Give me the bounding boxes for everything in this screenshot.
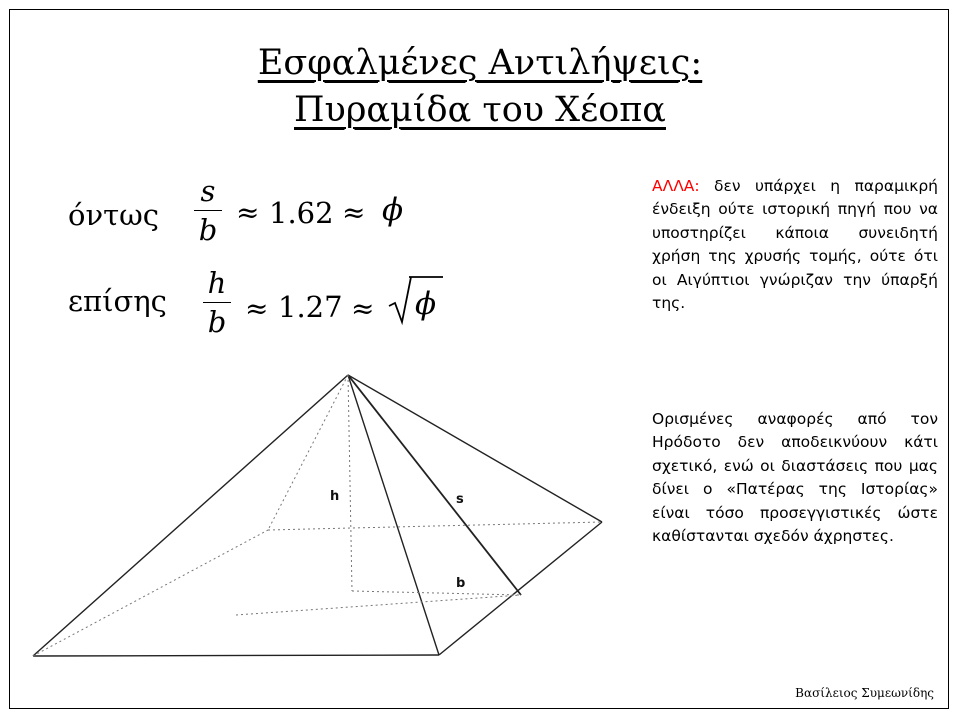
fraction-numerator-h: h (207, 266, 227, 300)
author-credit: Βασίλειος Συμεωνίδης (795, 686, 934, 700)
phi-symbol: ϕ (415, 286, 437, 322)
value-1-62: 1.62 (269, 196, 334, 230)
base-diagonal (236, 595, 521, 615)
paragraph-1-body: δεν υπάρχει η παραμικρή ένδειξη ούτε ιστορική πηγή που να υποστηρίζει κάποια συνειδητή χρήση της χρυσής τομής, ούτε ότι οι Αιγύπτιοι γνώριζαν την ύπαρξή της. (652, 177, 938, 313)
hidden-base-back (268, 522, 602, 530)
fraction-bar (194, 210, 222, 211)
label-h: h (330, 489, 340, 504)
slant-height-line (348, 375, 521, 595)
fraction-denominator-b: b (207, 305, 227, 339)
label-b: b (456, 576, 466, 591)
paragraph-1 (652, 175, 938, 315)
fraction-denominator-b: b (198, 213, 218, 247)
slide-title (10, 40, 950, 134)
sqrt-overline (409, 276, 443, 280)
hidden-base-left (33, 530, 268, 656)
pyramid-edge-front (348, 375, 439, 655)
height-line (348, 375, 352, 591)
formula-word-episis: επίσης (68, 284, 167, 318)
phi-symbol: ϕ (382, 192, 404, 228)
pyramid-diagram (30, 355, 630, 690)
pyramid-edge-left (33, 375, 348, 656)
fraction-h-over-b (197, 266, 237, 339)
hidden-edge-back (268, 375, 348, 530)
label-s: s (456, 492, 464, 507)
half-base-line (352, 591, 521, 595)
approx-symbol: ≈ (236, 196, 260, 229)
approx-symbol: ≈ (351, 292, 375, 325)
pyramid-edge-right (348, 375, 602, 522)
fraction-bar (203, 302, 231, 303)
formula-word-ontos: όντως (68, 198, 160, 232)
value-1-27: 1.27 (278, 290, 343, 324)
paragraph-1-accent: ΑΛΛΑ: (652, 177, 700, 195)
pyramid-base-front (33, 655, 439, 656)
title-line-1: Εσφαλμένες Αντιλήψεις: (257, 43, 703, 83)
approx-symbol: ≈ (245, 292, 269, 325)
title-line-2: Πυραμίδα του Χέοπα (294, 90, 666, 130)
slide (9, 9, 949, 709)
fraction-numerator-s: s (200, 174, 216, 208)
approx-symbol: ≈ (342, 196, 366, 229)
fraction-s-over-b (188, 174, 228, 247)
sqrt-radical-sign (388, 276, 412, 328)
paragraph-2: Ορισμένες αναφορές από τον Ηρόδοτο δεν αποδεικνύουν κάτι σχετικό, ενώ οι διαστάσεις που μας δίνει ο «Πατέρας της Ιστορίας» είναι τόσο προσεγγιστικές ώστε καθίστανται σχεδόν άχρηστες. (652, 410, 938, 546)
